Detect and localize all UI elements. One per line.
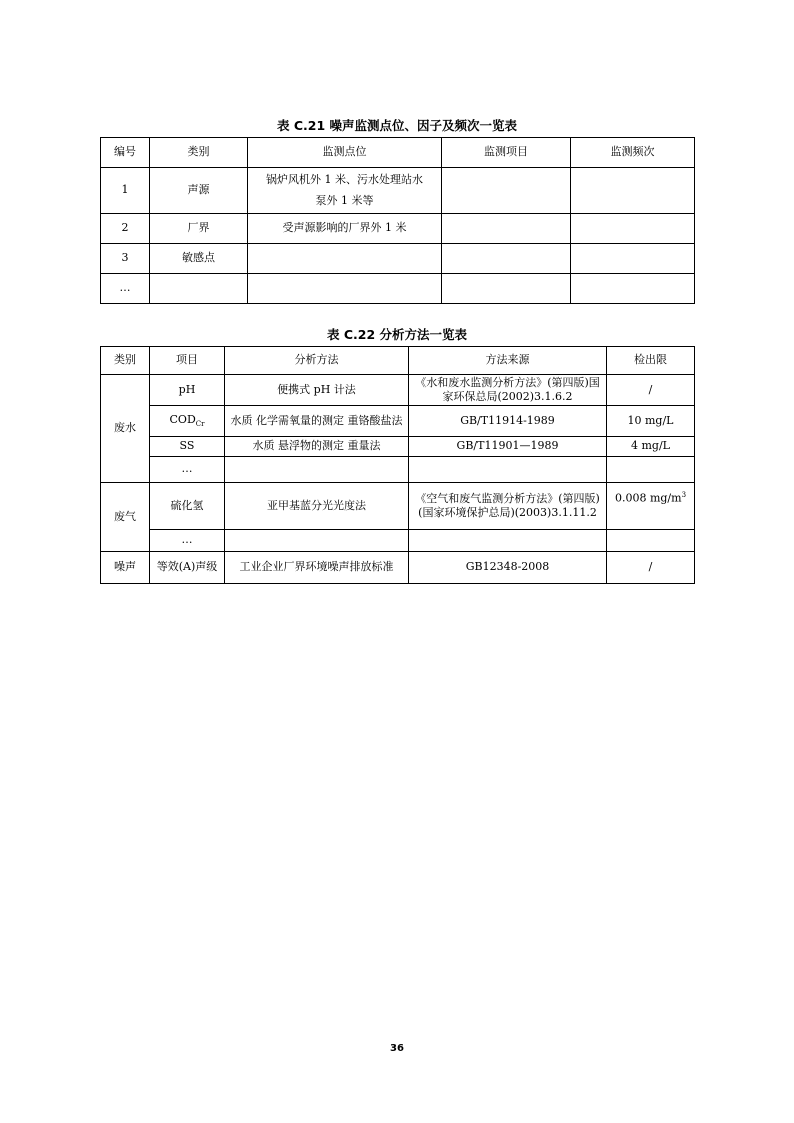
analysis-method-table [100, 346, 695, 584]
table-cell [225, 530, 409, 552]
table-cell: 10 mg/L [607, 406, 695, 437]
page-number: 36 [390, 1043, 404, 1054]
table-cell: 受声源影响的厂界外 1 米 [248, 214, 442, 244]
table-cell: … [101, 274, 150, 304]
h2s-limit-superscript: 3 [681, 491, 687, 499]
table-cell [442, 214, 571, 244]
table-cell: 2 [101, 214, 150, 244]
table-cell: 3 [101, 244, 150, 274]
table-cell: 1 [101, 168, 150, 214]
table-cell [571, 214, 695, 244]
table-row [101, 244, 695, 274]
table-row [101, 457, 695, 483]
table-header-row [101, 138, 695, 168]
table-cell [442, 244, 571, 274]
table-cell: 水质 化学需氧量的测定 重铬酸盐法 [225, 406, 409, 437]
table-row [101, 214, 695, 244]
header-cell: 项目 [150, 347, 225, 375]
table-row [101, 375, 695, 406]
table-cell [571, 168, 695, 214]
table-cell: 锅炉风机外 1 米、污水处理站水泵外 1 米等 [248, 168, 442, 214]
table-row [101, 274, 695, 304]
table-cell: 《空气和废气监测分析方法》(第四版)(国家环境保护总局)(2003)3.1.11.2 [409, 483, 607, 530]
table-cell [607, 530, 695, 552]
table-cell: GB12348-2008 [409, 552, 607, 584]
table-cell: 声源 [150, 168, 248, 214]
h2s-limit: 0.008 mg/m [614, 491, 682, 505]
table-header-row [101, 347, 695, 375]
header-cell: 监测频次 [571, 138, 695, 168]
table-cell: / [607, 552, 695, 584]
table-cell [150, 406, 225, 437]
table-cell [225, 457, 409, 483]
group-cell-wastegas: 废气 [101, 483, 150, 552]
table-cell [607, 457, 695, 483]
table-cell [571, 244, 695, 274]
table-cell: … [150, 457, 225, 483]
table-cell: 硫化氢 [150, 483, 225, 530]
table-cell: 亚甲基蓝分光光度法 [225, 483, 409, 530]
table-cell: 水质 悬浮物的测定 重量法 [225, 437, 409, 457]
header-cell: 监测项目 [442, 138, 571, 168]
noise-monitoring-table [100, 137, 695, 304]
table-cell: GB/T11914-1989 [409, 406, 607, 437]
header-cell: 分析方法 [225, 347, 409, 375]
table-cell [607, 483, 695, 530]
group-cell-noise: 噪声 [101, 552, 150, 584]
table-cell: GB/T11901—1989 [409, 437, 607, 457]
header-cell: 方法来源 [409, 347, 607, 375]
table-c22-caption: 表 C.22 分析方法一览表 [326, 327, 468, 342]
table-c21-caption: 表 C.21 噪声监测点位、因子及频次一览表 [276, 118, 518, 133]
table-row [101, 168, 695, 214]
group-cell-wastewater: 废水 [101, 375, 150, 483]
table-cell: 工业企业厂界环境噪声排放标准 [225, 552, 409, 584]
header-cell: 编号 [101, 138, 150, 168]
table-cell [150, 274, 248, 304]
cod-label: COD [169, 412, 196, 426]
table-row [101, 483, 695, 530]
table-cell: SS [150, 437, 225, 457]
table-cell: … [150, 530, 225, 552]
table-cell: pH [150, 375, 225, 406]
table-cell [248, 274, 442, 304]
header-cell: 类别 [150, 138, 248, 168]
table-cell: 厂界 [150, 214, 248, 244]
table-cell: 4 mg/L [607, 437, 695, 457]
table-row [101, 437, 695, 457]
table-cell: 等效(A)声级 [150, 552, 225, 584]
cod-subscript: Cr [195, 419, 205, 428]
header-cell: 类别 [101, 347, 150, 375]
table-row [101, 406, 695, 437]
table-cell: 敏感点 [150, 244, 248, 274]
table-cell [571, 274, 695, 304]
table-cell [442, 274, 571, 304]
table-row [101, 552, 695, 584]
table-cell: 《水和废水监测分析方法》(第四版)国家环保总局(2002)3.1.6.2 [409, 375, 607, 406]
table-cell [442, 168, 571, 214]
header-cell: 检出限 [607, 347, 695, 375]
table-cell: 便携式 pH 计法 [225, 375, 409, 406]
table-cell [248, 244, 442, 274]
table-row [101, 530, 695, 552]
table-cell [409, 457, 607, 483]
table-cell [409, 530, 607, 552]
table-cell: / [607, 375, 695, 406]
header-cell: 监测点位 [248, 138, 442, 168]
